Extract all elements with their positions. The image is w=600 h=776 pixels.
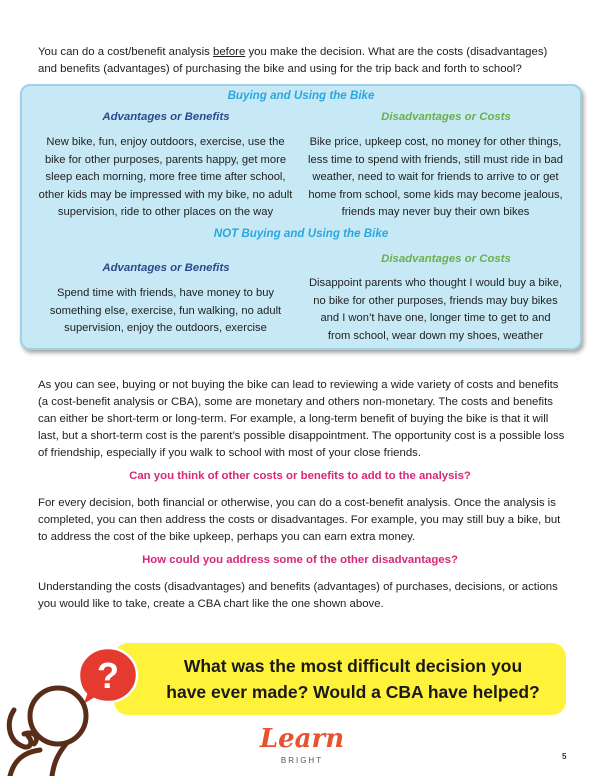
bubble-question-mark: ? [97,655,119,696]
banner-line: have ever made? Would a CBA have helped? [166,682,540,702]
question-disadvantages: How could you address some of the other disadvantages? [142,554,458,566]
buying-dis-line: friends may never buy their own bikes [341,206,530,218]
buying-adv-line: sleep each morning, more free time after school, [45,171,286,183]
intro-text-2: you make the decision. What are the costs (disadvantages) and benefits (advantages) of purchasing the bike and using for the trip back and forth to school? [38,46,548,75]
thinking-figure-icon [0,682,90,776]
buying-adv-line: supervision, ride to other places on the way [57,206,274,218]
buying-disadvantages-list [303,134,568,222]
closing-paragraph: Understanding the costs (disadvantages) and benefits (advantages) of purchases, decisions, or actions you would like to take, create a CBA chart like the one shown above. [38,581,558,610]
not-buying-dis-line: no bike for other purposes, friends may buy bikes [313,294,558,307]
not-buying-adv-line: something else, exercise, fun walking, no adult [49,304,282,317]
intro-text-1: You can do a cost/benefit analysis [38,46,213,58]
intro-paragraph [38,44,568,78]
banner-line: What was the most difficult decision you [183,656,523,676]
not-buying-dis-line: and I won’t have one, longer time to get to and [320,312,551,324]
not-buying-advantages-heading: Advantages or Benefits [102,262,230,274]
buying-dis-line: weather, need to wait for friends to arrive to or get [312,171,559,183]
not-buying-disadvantages-heading: Disadvantages or Costs [381,253,511,265]
not-buying-dis-line: from school, wear down my shoes, weather [327,329,544,342]
question-costs-benefits: Can you think of other costs or benefits to add to the analysis? [129,470,471,482]
not-buying-disadvantages-list [303,275,568,345]
intro-underlined-word: before [213,46,246,58]
discussion-banner [114,643,566,715]
logo-word: Learn [259,724,345,754]
buying-advantages-heading: Advantages or Benefits [102,111,230,123]
logo-subtitle: BRIGHT [280,756,324,765]
cba-chart-box [20,84,582,350]
buying-dis-line: home from school, some kids may become jealous, [308,188,563,201]
buying-adv-line: other kids may be impressed with my bike, no adult [38,188,293,201]
buying-dis-line: less time to spend with friends, still must ride in bad [308,153,563,166]
not-buying-advantages-list [33,285,298,338]
learn-bright-logo [252,726,352,770]
buying-advantages-list [33,134,298,222]
banner-question [158,653,548,705]
not-buying-adv-line: supervision, enjoy the outdoors, exercise [64,322,267,334]
buying-dis-line: Bike price, upkeep cost, no money for other things, [309,136,562,148]
decision-paragraph: For every decision, both financial or otherwise, you can do a cost-benefit analysis. Once the analysis is completed, you can then address the costs or disadvantages. For example, you may still buy a bike, but to address the cost of the bike upkeep, perhaps you can earn extra money. [38,497,561,543]
buying-section-title: Buying and Using the Bike [227,89,375,102]
analysis-paragraph: As you can see, buying or not buying the bike can lead to reviewing a wide variety of costs and benefits (a cost-benefit analysis or CBA), some are monetary and others non-monetary. The costs and benefits can either be short-term or long-term. For example, a long-term benefit of buying the bike is that it will last, but a short-term cost is the parent’s possible disappointment. The opportunity cost is a possible loss of friendship, especially if you walk to school with most of your close friends. [38,379,565,459]
buying-disadvantages-heading: Disadvantages or Costs [381,111,511,123]
buying-adv-line: New bike, fun, enjoy outdoors, exercise, use the [46,136,285,148]
page-number: 5 [562,752,567,761]
not-buying-adv-line: Spend time with friends, have money to buy [56,287,275,299]
not-buying-dis-line: Disappoint parents who thought I would buy a bike, [308,277,563,289]
buying-adv-line: bike for other purposes, parents happy, get more [44,153,287,166]
not-buying-section-title: NOT Buying and Using the Bike [213,227,389,240]
